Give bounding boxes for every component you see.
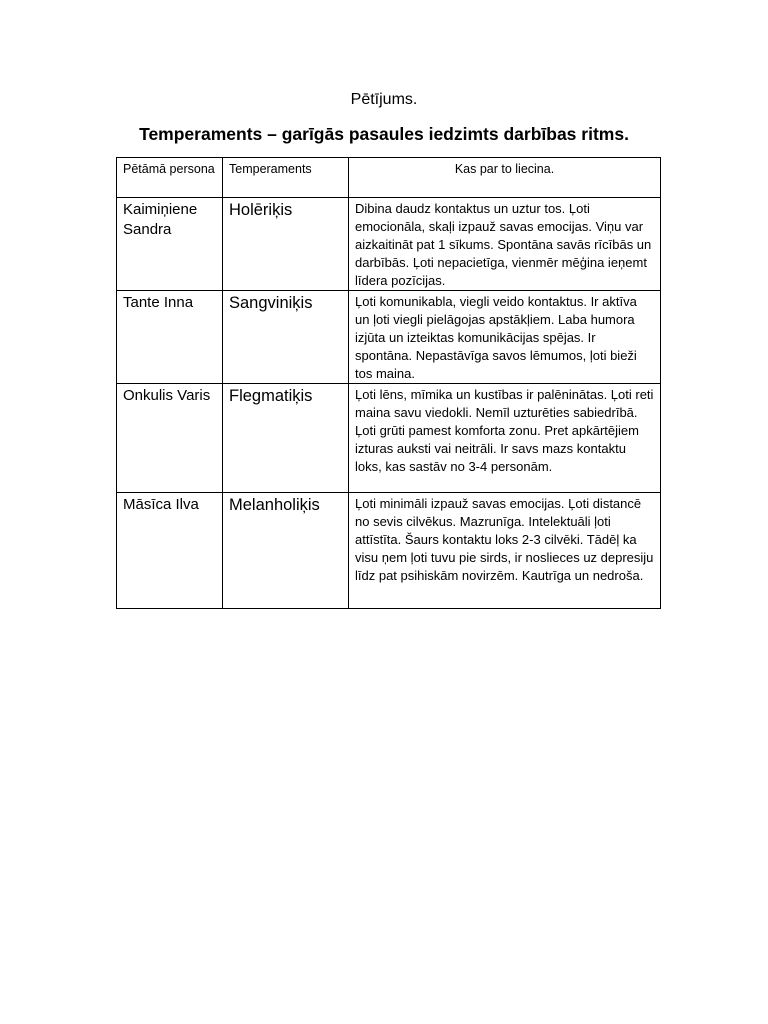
table-header-row [117, 158, 661, 198]
temperament-cell: Holēriķis [223, 198, 349, 291]
person-cell: Māsīca Ilva [117, 493, 223, 609]
temperament-cell: Sangviniķis [223, 291, 349, 384]
page-subtitle: Pētījums. [350, 91, 418, 108]
person-cell: Kaimiņiene Sandra [117, 198, 223, 291]
header-person: Pētāmā persona [117, 158, 223, 198]
person-cell: Onkulis Varis [117, 384, 223, 493]
page-title: Temperaments – garīgās pasaules iedzimts darbības ritms. [139, 124, 629, 144]
evidence-cell: Ļoti lēns, mīmika un kustības ir palēninātas. Ļoti reti maina savu viedokli. Nemīl uzturēties sabiedrībā. Ļoti grūti pamest komforta zonu. Pret apkārtējiem izturas auksti vai neitrāli. Ir savs mazs kontaktu loks, kas sastāv no 3-4 personām. [349, 384, 661, 493]
table-row [117, 198, 661, 291]
table-row [117, 291, 661, 384]
evidence-cell: Dibina daudz kontaktus un uztur tos. Ļoti emocionāla, skaļi izpauž savas emocijas. Viņu var aizkaitināt pat 1 sīkums. Spontāna savās rīcībās un darbībās. Ļoti nepacietīga, vienmēr mēģina ieņemt līdera pozīcijas. [349, 198, 661, 291]
table-row [117, 384, 661, 493]
header-evidence: Kas par to liecina. [349, 158, 661, 198]
header-temperament: Temperaments [223, 158, 349, 198]
evidence-cell: Ļoti minimāli izpauž savas emocijas. Ļoti distancē no sevis cilvēkus. Mazrunīga. Intelektuāli ļoti attīstīta. Šaurs kontaktu loks 2-3 cilvēki. Tādēļ ka visu ņem ļoti tuvu pie sirds, ir noslieces uz depresiju līdz pat psihiskām novirzēm. Kautrīga un nedroša. [349, 493, 661, 609]
table-row [117, 493, 661, 609]
person-cell: Tante Inna [117, 291, 223, 384]
temperament-cell: Melanholiķis [223, 493, 349, 609]
evidence-cell: Ļoti komunikabla, viegli veido kontaktus. Ir aktīva un ļoti viegli pielāgojas apstākļiem. Laba humora izjūta un izteiktas komunikācijas spējas. Ir spontāna. Nepastāvīga savos lēmumos, ļoti bieži tos maina. [349, 291, 661, 384]
temperament-cell: Flegmatiķis [223, 384, 349, 493]
research-table [116, 157, 661, 609]
